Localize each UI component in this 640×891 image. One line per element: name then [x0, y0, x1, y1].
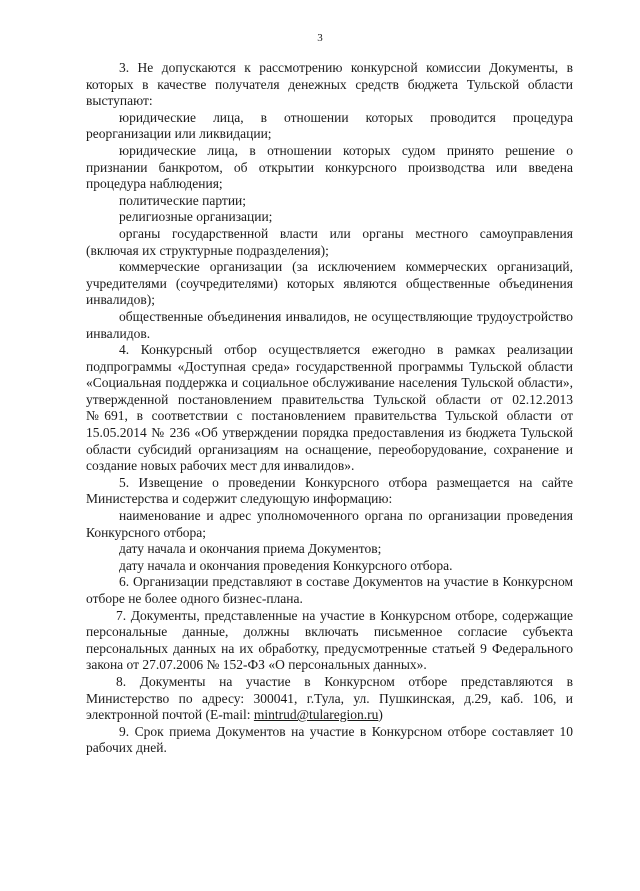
list-item: общественные объединения инвалидов, не осуществляющие трудоустройство инвалидов. [86, 308, 573, 341]
list-item: дату начала и окончания приема Документов; [119, 541, 382, 557]
paragraph-7: 7. Документы, представленные на участие в Конкурсном отборе, содержащие персональные данные, должны включать письменное согласие субъекта персональных данных на их обработку, предусмотренные статьей 9 Федерального закона от 27.07.2006 № 152-ФЗ «О персональных данных». [86, 607, 573, 673]
paragraph-9: 9. Срок приема Документов на участие в Конкурсном отборе составляет 10 рабочих дней. [86, 723, 573, 756]
list-item: юридические лица, в отношении которых судом принято решение о признании банкротом, об открытии конкурсного производства или введена процедура наблюдения; [86, 142, 573, 192]
list-item: органы государственной власти или органы местного самоуправления (включая их структурные подразделения); [86, 225, 573, 258]
list-item: политические партии; [119, 192, 247, 208]
list-item: коммерческие организации (за исключением коммерческих организаций, учредителями (соучредителями) которых являются общественные объединения инвалидов); [86, 259, 573, 308]
paragraph-4: 4. Конкурсный отбор осуществляется ежегодно в рамках реализации подпрограммы «Доступная среда» государственной программы Тульской области «Социальная поддержка и социальное обслуживание населения Тульской области», утвержденной постановлением правительства Тульской области от 02.12.2013 №691, в соответствии с постановлением правительства Тульской области от 15.05.2014 № 236 «Об утверждении порядка предоставления из бюджета Тульской области субсидий организациям на оснащение, переоборудование, сохранение и создание новых рабочих мест для инвалидов». [86, 342, 573, 474]
list-item: религиозные организации; [119, 209, 273, 225]
paragraph-8-text: 8. Документы на участие в Конкурсном отборе представляются в Министерство по адресу: 300041, г.Тула, ул. Пушкинская, д.29, каб. 106, и электронной почтой (E-mail: [86, 673, 573, 723]
paragraph-3: 3. Не допускаются к рассмотрению конкурсной комиссии Документы, в которых в качестве получателя денежных средств бюджета Тульской области выступают: [86, 60, 573, 109]
paragraph-5: 5. Извещение о проведении Конкурсного отбора размещается на сайте Министерства и содержит следующую информацию: [86, 474, 573, 507]
paragraph-8-suffix: ) [378, 707, 383, 723]
list-item: юридические лица, в отношении которых проводится процедура реорганизации или ликвидации; [86, 109, 573, 142]
document-body [86, 60, 573, 757]
paragraph-6: 6. Организации представляют в составе Документов на участие в Конкурсном отборе не более одного бизнес-плана. [86, 574, 573, 606]
list-item: дату начала и окончания проведения Конкурсного отбора. [119, 557, 453, 573]
email-link[interactable]: mintrud@tularegion.ru [253, 707, 379, 723]
page-number: 3 [317, 32, 323, 44]
list-item: наименование и адрес уполномоченного органа по организации проведения Конкурсного отбора; [86, 508, 573, 540]
paragraph-8 [86, 674, 573, 724]
